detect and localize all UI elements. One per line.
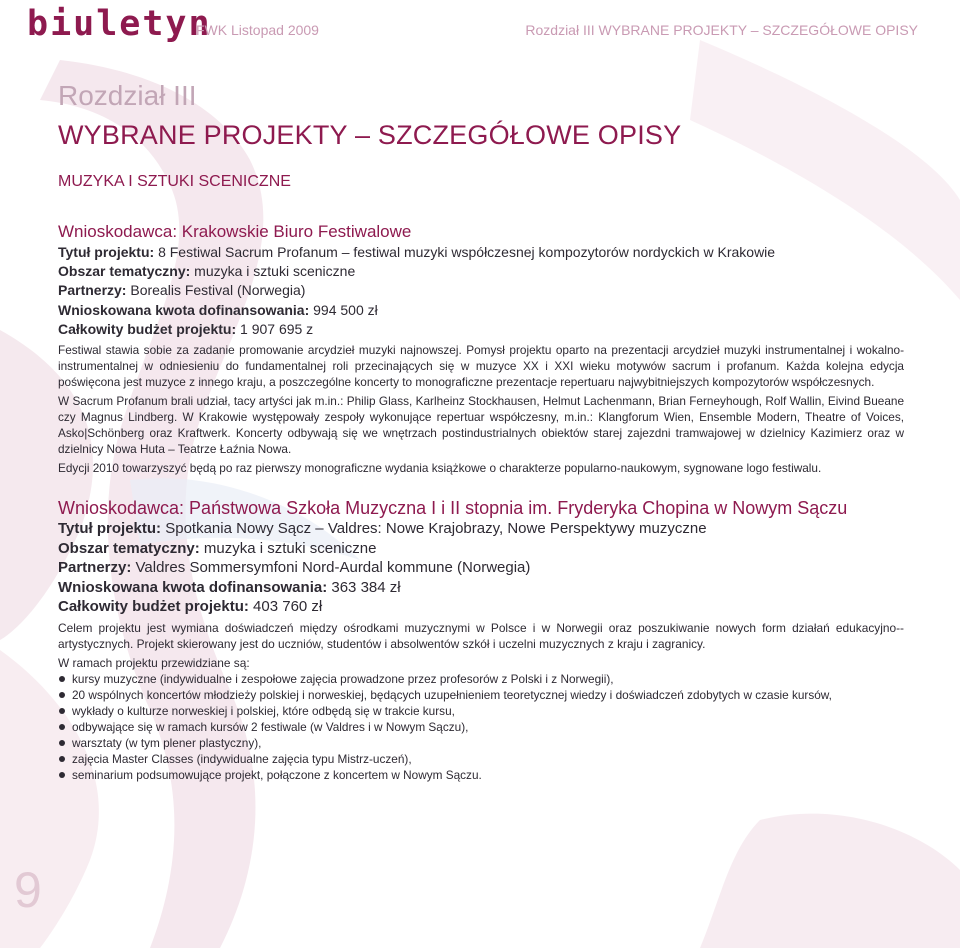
project-2-paragraph: Celem projektu jest wymiana doświadczeń między ośrodkami muzycznymi w Polsce i w Norwegii oraz poszukiwanie nowych form działań edukacyjno--artystycznych. Projekt skierowany jest do uczniów, studentów i absolwentów szkół i uczelni muzycznych z kraju i zagranicy.	[58, 620, 904, 651]
bullet-item: odbywające się w ramach kursów 2 festiwale (w Valdres i w Nowym Sączu),	[58, 719, 904, 735]
project-2-applicant: Wnioskodawca: Państwowa Szkoła Muzyczna I i II stopnia im. Fryderyka Chopina w Nowym Sączu	[58, 498, 848, 518]
title-value: 8 Festiwal Sacrum Profanum – festiwal muzyki współczesnej kompozytorów nordyckich w Krakowie	[154, 244, 776, 260]
partners-value: Borealis Festival (Norwegia)	[126, 282, 306, 299]
page-number: 9	[14, 862, 42, 918]
title-label: Tytuł projektu:	[58, 520, 162, 537]
bullet-item: zajęcia Master Classes (indywidualne zajęcia typu Mistrz-uczeń),	[58, 751, 904, 767]
project-2-title	[58, 519, 904, 539]
project-2-budget	[58, 597, 904, 617]
project-2-paragraph: W ramach projektu przewidziane są:	[58, 655, 250, 670]
section-title: MUZYKA I SZTUKI SCENICZNE	[58, 173, 291, 190]
area-label: Obszar tematyczny:	[58, 263, 191, 280]
bullet-item: wykłady o kulturze norweskiej i polskiej, które odbędą się w trakcie kursu,	[58, 703, 904, 719]
title-label: Tytuł projektu:	[58, 244, 155, 260]
project-1-partners	[58, 281, 904, 300]
page-title: WYBRANE PROJEKTY – SZCZEGÓŁOWE OPISY	[58, 120, 682, 150]
bullet-item: seminarium podsumowujące projekt, połączone z koncertem w Nowym Sączu.	[58, 767, 904, 783]
project-1-area	[58, 262, 904, 281]
amount-label: Wnioskowana kwota dofinansowania:	[58, 301, 310, 318]
project-1-budget	[58, 320, 904, 339]
budget-label: Całkowity budżet projektu:	[58, 598, 249, 616]
project-1	[58, 221, 904, 476]
area-label: Obszar tematyczny:	[58, 539, 200, 557]
partners-value: Valdres Sommersymfoni Nord-Aurdal kommune (Norwegia)	[131, 559, 531, 577]
area-value: muzyka i sztuki sceniczne	[199, 539, 377, 557]
bullet-item: warsztaty (w tym plener plastyczny),	[58, 735, 904, 751]
project-1-paragraph: W Sacrum Profanum brali udział, tacy artyści jak m.in.: Philip Glass, Karlheinz Stockhausen, Helmut Lachenmann, Brian Ferneyhough, Rolf Wallin, Eivind Bueane czy Magnus Lindberg. W Krakowie występowały zespoły wykonujące repertuar współczesny, m.in.: Klangforum Wien, Ensemble Modern, Theatre of Voices, Asko|Schönberg oraz Kraftwerk. Koncerty odbywają się we wnętrzach postindustrialnych obiektów starej zajezdni tramwajowej w dzielnicy Kazimierz oraz w dzielnicy Nowa Huta – Teatrze Łaźnia Nowa.	[58, 394, 904, 457]
running-header: Rozdział III WYBRANE PROJEKTY – SZCZEGÓŁOWE OPISY	[525, 22, 918, 38]
bullet-item: kursy muzyczne (indywidualne i zespołowe zajęcia prowadzone przez profesorów z Polski i z Norwegii),	[58, 671, 904, 687]
amount-value: 363 384 zł	[327, 578, 401, 596]
area-value: muzyka i sztuki sceniczne	[190, 263, 356, 280]
partners-label: Partnerzy:	[58, 559, 132, 577]
project-1-paragraph: Edycji 2010 towarzyszyć będą po raz pierwszy monograficzne wydania książkowe o charakterze popularno-naukowym, sygnowane logo festiwalu.	[58, 461, 822, 476]
project-1-paragraph: Festiwal stawia sobie za zadanie promowanie arcydzieł muzyki najnowszej. Pomysł projektu oparto na prezentacji arcydzieł muzyki instrumentalnej i wokalno-instrumentalnej w odniesieniu do fundamentalnej roli przecinających się w muzyce XX i XXI wieku motywów sacrum i profanum. Każda kolejna edycja poświęcona jest muzyce z innego kraju, a poszczególne koncerty to monograficzne prezentacje repertuaru najwybitniejszych kompozytorów współczesnych.	[58, 343, 904, 390]
logo[interactable]: biuletyn	[27, 4, 212, 44]
project-1-title	[58, 243, 904, 262]
budget-value: 403 760 zł	[248, 598, 323, 616]
issue-label: FWK Listopad 2009	[196, 22, 319, 38]
project-2	[58, 497, 904, 783]
bullet-item: 20 wspólnych koncertów młodzieży polskiej i norweskiej, będących uzupełnieniem teoretycznej wiedzy i doświadczeń zdobytych w czasie kursów,	[58, 687, 904, 703]
project-1-amount	[58, 301, 904, 320]
budget-value: 1 907 695 z	[236, 320, 314, 337]
amount-label: Wnioskowana kwota dofinansowania:	[58, 578, 328, 596]
title-value: Spotkania Nowy Sącz – Valdres: Nowe Krajobrazy, Nowe Perspektywy muzyczne	[161, 520, 707, 537]
chapter-label: Rozdział III	[58, 80, 197, 111]
amount-value: 994 500 zł	[309, 301, 378, 318]
partners-label: Partnerzy:	[58, 282, 127, 299]
project-2-area	[58, 539, 904, 559]
project-2-amount	[58, 578, 904, 598]
budget-label: Całkowity budżet projektu:	[58, 320, 237, 337]
project-2-partners	[58, 558, 904, 578]
project-2-bullet-list	[58, 671, 904, 783]
project-1-applicant: Wnioskodawca: Krakowskie Biuro Festiwalowe	[58, 222, 412, 241]
